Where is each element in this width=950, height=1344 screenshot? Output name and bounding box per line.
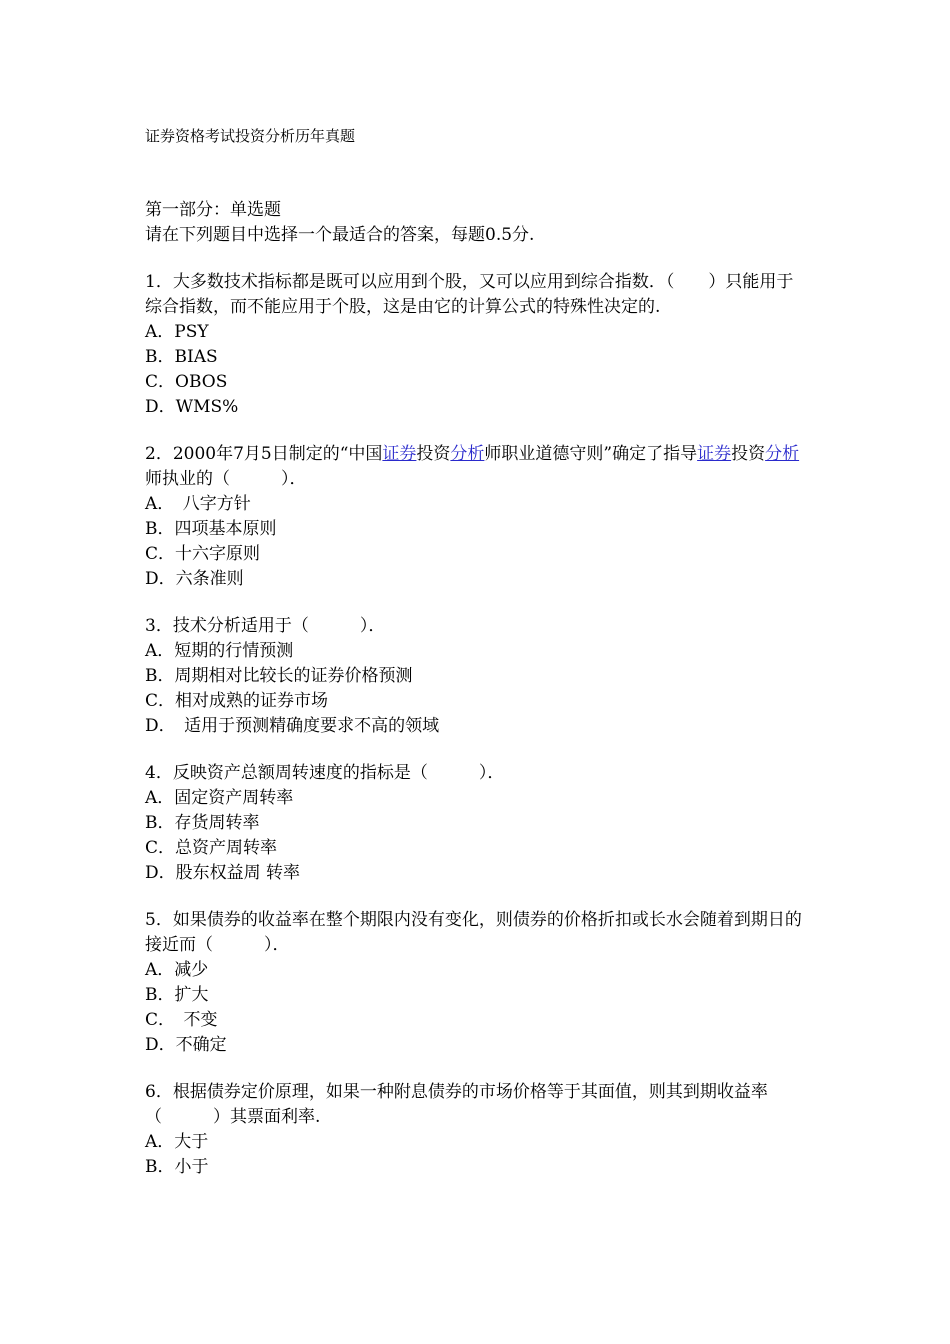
question-2 [145, 442, 810, 592]
question-stem: 5．如果债券的收益率在整个期限内没有变化，则债券的价格折扣或长水会随着到期日的接近而（ ）． [145, 910, 802, 955]
option-a: A． 八字方针 [145, 494, 251, 514]
option-c: C．总资产周转率 [145, 838, 278, 858]
option-d: D．不确定 [145, 1035, 227, 1055]
option-d: D． 适用于预测精确度要求不高的领域 [145, 716, 440, 736]
option-a: A．PSY [145, 322, 209, 342]
option-b: B．扩大 [145, 985, 209, 1005]
question-stem: 6．根据债券定价原理，如果一种附息债券的市场价格等于其面值，则其到期收益率（ ）其票面利率. [145, 1082, 768, 1127]
question-5 [145, 908, 810, 1058]
option-b: B．小于 [145, 1157, 209, 1177]
question-stem: 1．大多数技术指标都是既可以应用到个股，又可以应用到综合指数．（ ）只能用于综合指数，而不能应用于个股，这是由它的计算公式的特殊性决定的. [145, 272, 794, 317]
option-c: C．OBOS [145, 372, 228, 392]
instructions-text: 请在下列题目中选择一个最适合的答案，每题0.5分. [145, 225, 535, 245]
stem-text: 投资 [416, 444, 451, 464]
question-6 [145, 1080, 810, 1180]
link-analysis[interactable]: 分析 [765, 444, 800, 464]
option-c: C．相对成熟的证券市场 [145, 691, 329, 711]
option-b: B．周期相对比较长的证券价格预测 [145, 666, 413, 686]
link-analysis[interactable]: 分析 [450, 444, 485, 464]
section-title: 第一部分：单选题 [145, 200, 281, 220]
document-body [145, 124, 810, 1180]
option-d: D．六条准则 [145, 569, 244, 589]
option-a: A．大于 [145, 1132, 209, 1152]
question-1 [145, 270, 810, 420]
document-title: 证券资格考试投资分析历年真题 [145, 127, 356, 145]
option-c: C． 不变 [145, 1010, 218, 1030]
option-c: C．十六字原则 [145, 544, 261, 564]
link-securities[interactable]: 证券 [697, 444, 732, 464]
option-a: A．短期的行情预测 [145, 641, 294, 661]
option-a: A．固定资产周转率 [145, 788, 294, 808]
stem-text: 2．2000年7月5日制定的“中国 [145, 444, 383, 464]
question-stem: 3．技术分析适用于（ ）． [145, 616, 386, 636]
option-b: B．四项基本原则 [145, 519, 277, 539]
question-stem: 4．反映资产总额周转速度的指标是（ ）． [145, 763, 505, 783]
question-4 [145, 761, 810, 886]
link-securities[interactable]: 证券 [382, 444, 417, 464]
question-3 [145, 614, 810, 739]
stem-text: 师职业道德守则”确定了指导 [484, 444, 698, 464]
stem-text: 投资 [731, 444, 766, 464]
option-b: B．存货周转率 [145, 813, 260, 833]
option-d: D．股东权益周 转率 [145, 863, 301, 883]
stem-text: 师执业的（ ）． [145, 469, 307, 489]
question-stem [145, 442, 810, 492]
option-b: B．BIAS [145, 347, 218, 367]
option-a: A．减少 [145, 960, 209, 980]
option-d: D．WMS% [145, 397, 239, 417]
